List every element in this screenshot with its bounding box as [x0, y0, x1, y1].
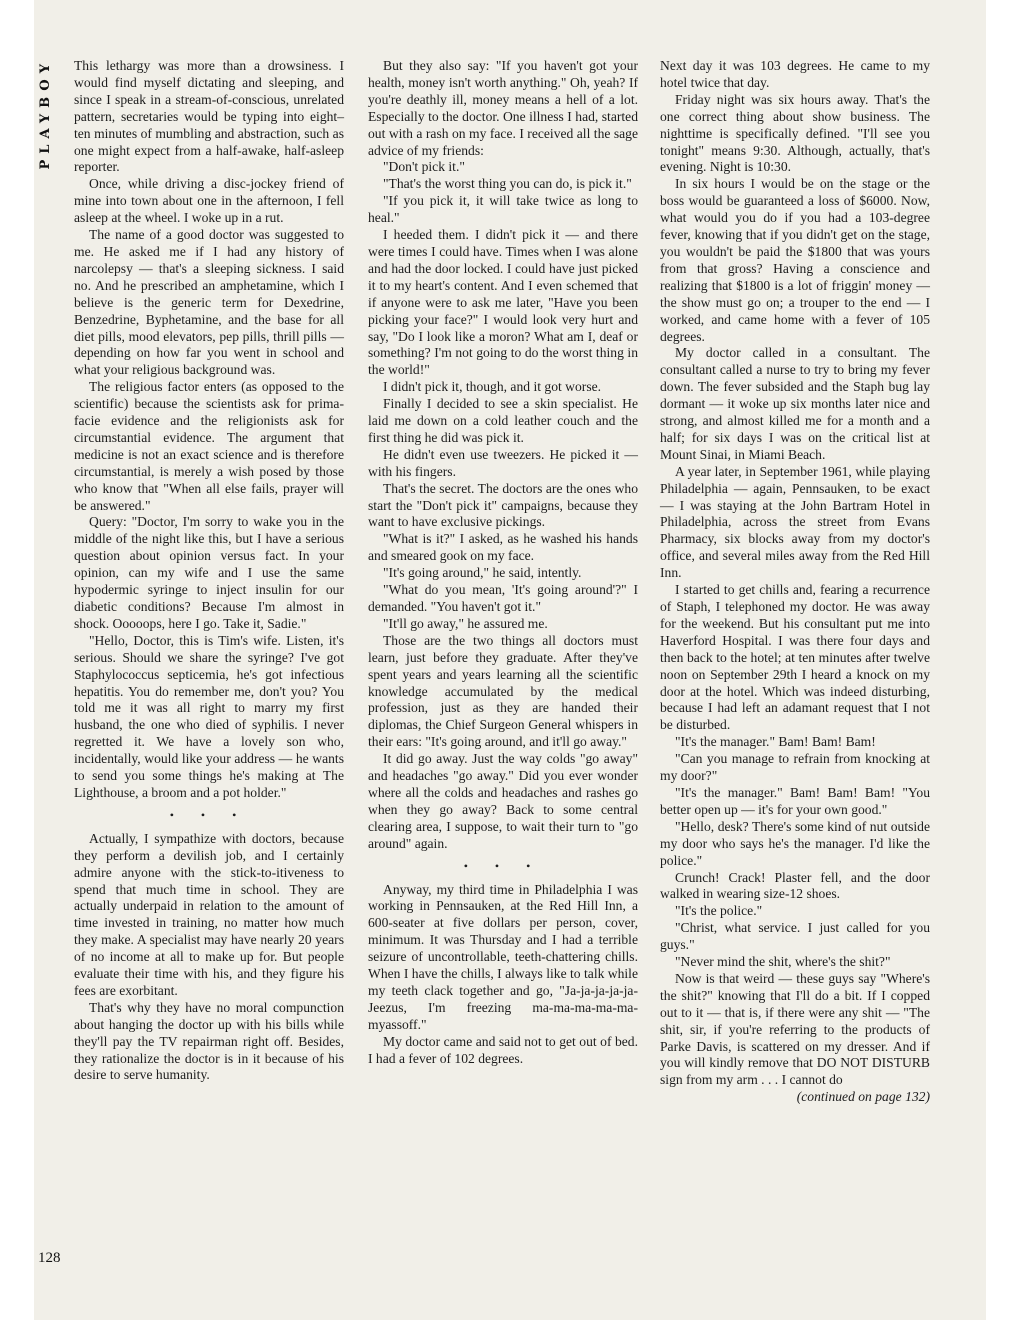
paragraph: "It's the manager." Bam! Bam! Bam!	[675, 734, 876, 750]
paragraph: Once, while driving a disc-jockey friend of mine into town about one in the afternoon, I fell asleep at the wheel. I woke up in a rut.	[74, 176, 344, 226]
paragraph: Now is that weird — these guys say "Where's the shit?" knowing that I'll do a bit. If I copped out to it — that is, if there were any shit — "The shit, sir, if you're referring to the products of Parke Davis, is scattered on my dresser. And if you will kindly remove that DO NOT DISTURB sign from my arm . . . I cannot do	[660, 970, 930, 1088]
column-1	[74, 58, 344, 1084]
page-number: 128	[38, 1250, 61, 1266]
paragraph: Friday night was six hours away. That's the one correct thing about show business. The nighttime is specifically defined. "I'll see you tonight" means 9:30. Although, actually, that's evening. Night is 10:30.	[660, 91, 930, 175]
paragraph: Crunch! Crack! Plaster fell, and the door walked in wearing size-12 shoes.	[660, 869, 930, 902]
paragraph: I didn't pick it, though, and it got worse.	[383, 379, 602, 395]
column-2	[368, 58, 638, 1067]
paragraph: A year later, in September 1961, while playing Philadelphia — again, Pennsauken, to be exact — I was staying at the John Bartram Hotel in Philadelphia, across the street from Evans Pharmacy, six blocks away from my doctor's office, and several miles away from the Red Hill Inn.	[660, 463, 930, 581]
paragraph: I started to get chills and, fearing a recurrence of Staph, I telephoned my doctor. He was away for the weekend. But his consultant put me into Haverford Hospital. I was there four days and then back to the hotel; at ten minutes after twelve noon on September 29th I heard a knock on my door at the hotel. Which was indeed disturbing, because I had left an adamant request that I not be disturbed.	[660, 582, 930, 733]
paragraph: "Don't pick it."	[383, 159, 465, 175]
paragraph: "Christ, what service. I just called for you guys."	[660, 920, 930, 953]
section-break: • • •	[169, 807, 249, 822]
paragraph: My doctor called in a consultant. The consultant called a nurse to try to bring my fever down. The fever subsided and the Staph bug lay dormant — it woke up six months later nice and strong, and almost killed me for a month and a half; for six days I was on the critical list at Mount Sinai, in Miami Beach.	[660, 345, 930, 462]
paragraph: "It's the police."	[675, 903, 763, 919]
paragraph: "What is it?" I asked, as he washed his hands and smeared gook on my face.	[368, 531, 638, 564]
paragraph: Those are the two things all doctors must learn, just before they graduate. After they've spent years and years learning all the scientific knowledge accumulated by the medical profession, just as they are handed their diplomas, the Chief Surgeon General whispers in their ears: "It's going around, and it'll go away."	[368, 632, 638, 750]
column-3	[660, 58, 930, 1106]
paragraph: The religious factor enters (as opposed to the scientific) because the scientists ask for prima-facie evidence and the religionists ask for circumstantial evidence. The argument that medicine is not an exact science and is therefore circumstantial, is merely a wish posed by those who know that "When all else fails, prayer will be answered."	[74, 379, 344, 513]
paragraph: That's why they have no moral compunction about hanging the doctor up with his bills while they'll pay the TV repairman right off. Besides, they rationalize the doctor is in it because of his desire to serve humanity.	[74, 999, 344, 1083]
paragraph: Finally I decided to see a skin specialist. He laid me down on a cold leather couch and the first thing he did was pick it.	[368, 396, 638, 445]
masthead: PLAYBOY	[38, 58, 53, 170]
paragraph: "Hello, desk? There's some kind of nut outside my door who says he's the manager. I'd like the police."	[660, 818, 930, 868]
paragraph: "Can you manage to refrain from knocking at my door?"	[660, 751, 930, 784]
paragraph: "What do you mean, 'It's going around'?" I demanded. "You haven't got it."	[368, 582, 638, 614]
paragraph: I heeded them. I didn't pick it — and there were times I could have. Times when I was alone and had the door locked. I could have just picked it to my heart's content. And I even schemed that if anyone were to ask me later, "Have you been picking your face?" I would look very hurt and say, "Do I look like a moron? What am I, deaf or something? I'm not going to do the worst thing in the world!"	[368, 227, 638, 378]
paragraph: "It's going around," he said, intently.	[383, 565, 582, 581]
paragraph: Actually, I sympathize with doctors, because they perform a devilish job, and I certainly admire anyone with the stick-to-itiveness to spend that much time in school. They are actually underpaid in relation to the amount of time invested in training, no matter how much they make. A specialist may have nearly 20 years of no income at all to make up for. But people evaluate their time with his, and they figure his fees are exorbitant.	[74, 830, 344, 998]
paragraph: "That's the worst thing you can do, is pick it."	[383, 176, 632, 192]
section-break: • • •	[463, 858, 543, 873]
paragraph: In six hours I would be on the stage or the boss would be guaranteed a loss of $6000. Now, what would you do if you had a 103-degree fever, knowing that if you didn't get on the stage, you wouldn't be paid the $1800 that was yours from that gross? Having a conscience and realizing that $1800 is a lot of friggin' money — the show must go on; a trouper to the end — I worked, and came home with a fever of 105 degrees.	[660, 176, 930, 344]
paragraph: He didn't even use tweezers. He picked it — with his fingers.	[368, 446, 638, 479]
paragraph: The name of a good doctor was suggested to me. He asked me if I had any history of narcolepsy — that's a sleeping sickness. I said no. And he prescribed an amphetamine, which I believe is the generic term for Dexedrine, Benzedrine, Byphetamine, and the base for all diet pills, mood elevators, pep pills, thrill pills — depending on how far you went in school and what your religious background was.	[74, 227, 344, 378]
paragraph: "It's the manager." Bam! Bam! Bam! "You better open up — it's for your own good."	[660, 784, 930, 817]
paragraph: But they also say: "If you haven't got your health, money isn't worth anything." Oh, yeah? If you're deathly ill, money means a hell of a lot. Especially to the doctor. One illness I had, started out with a rash on my face. I received all the sage advice of my friends:	[368, 58, 638, 158]
paragraph: "Hello, Doctor, this is Tim's wife. Listen, it's serious. Should we share the syringe? I've got Staphylococcus septicemia, he's got infectious hepatitis. You do remember me, don't you? You told me it was all right to marry my first husband, the one who died of syphilis. I never regretted it. We have a lovely son who, incidentally, would like your address — he wants to send you some things he's making at The Lighthouse, a broom and a pot holder."	[74, 632, 344, 800]
paragraph: Next day it was 103 degrees. He came to my hotel twice that day.	[660, 58, 930, 90]
continued-line: (continued on page 132)	[796, 1089, 930, 1105]
paragraph: Query: "Doctor, I'm sorry to wake you in the middle of the night like this, but I have a serious question about opinion versus fact. In your opinion, can my wife and I use the same hypodermic syringe to inject insulin for our diabetic conditions? Because I'm almost in shock. Ooooops, here I go. Take it, Sadie."	[74, 514, 344, 631]
paragraph: "If you pick it, it will take twice as long to heal."	[368, 193, 638, 226]
paragraph: Anyway, my third time in Philadelphia I was working in Pennsauken, at the Red Hill Inn, a 600-seater at five dollars per person, cover, minimum. It was Thursday and I had a terrible seizure of uncontrollable, teeth-chattering chills. When I have the chills, I always like to talk while my teeth clack together and go, "Ja-ja-ja-ja-ja-Jeezus, I'm freezing ma-ma-ma-ma-ma-myassoff."	[368, 881, 638, 1032]
paragraph: "It'll go away," he assured me.	[383, 615, 548, 631]
paragraph: My doctor came and said not to get out of bed. I had a fever of 102 degrees.	[368, 1033, 638, 1066]
paragraph: This lethargy was more than a drowsiness. I would find myself dictating and sleeping, and since I speak in a stream-of-conscious, unrelated pattern, secretaries would be typing into eight–ten minutes of mumbling and abstraction, such as one might expect from a half-awake, half-asleep reporter.	[74, 58, 344, 175]
paragraph: "Never mind the shit, where's the shit?"	[675, 954, 891, 970]
paragraph: It did go away. Just the way colds "go away" and headaches "go away." Did you ever wonder where all the colds and headaches and rashes go when they go away? Back to some central clearing area, I suppose, to wait their turn to "go around" again.	[368, 751, 638, 851]
paragraph: That's the secret. The doctors are the ones who start the "Don't pick it" campaigns, because they want to have exclusive pickings.	[368, 480, 638, 530]
